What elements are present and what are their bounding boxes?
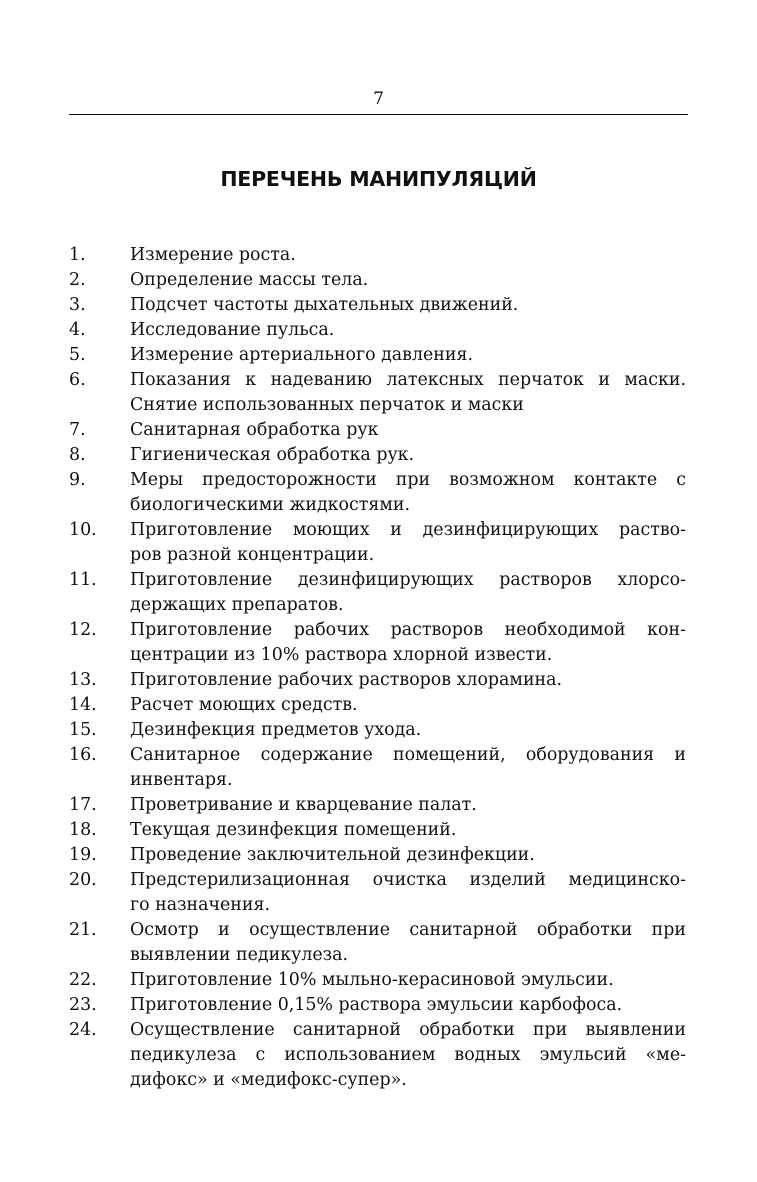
header-rule [69,114,688,115]
list-item [69,418,686,443]
item-number: 23. [69,995,97,1015]
item-text [130,793,686,818]
item-number: 5. [69,345,86,365]
item-text [130,343,686,368]
item-number: 11. [69,570,97,590]
item-text-line: Меры предосторожности при возможном контакте с [130,470,686,490]
page-title: ПЕРЕЧЕНЬ МАНИПУЛЯЦИЙ [220,167,537,191]
page-number: 7 [373,89,384,109]
item-text-line: Приготовление рабочих растворов необходимой кон- [130,620,686,640]
item-text-line: центрации из 10% раствора хлорной извести. [130,645,553,665]
item-text-line: Измерение роста. [130,245,296,265]
list-item [69,468,686,518]
item-text-line: Исследование пульса. [130,320,335,340]
item-number: 12. [69,620,97,640]
item-text-line: инвентаря. [130,770,233,790]
item-text-line: Показания к надеванию латексных перчаток и маски. [130,370,686,390]
item-text-line: Санитарное содержание помещений, оборудования и [130,745,686,765]
list-item [69,668,686,693]
item-number: 19. [69,845,97,865]
item-text [130,468,686,518]
item-text-line: Приготовление 0,15% раствора эмульсии карбофоса. [130,995,623,1015]
item-text [130,568,686,618]
item-text-line: педикулеза с использованием водных эмульсий «ме- [130,1045,686,1065]
item-text-line: Текущая дезинфекция помещений. [130,820,457,840]
item-text-line: выявлении педикулеза. [130,945,349,965]
item-text [130,618,686,668]
list-item [69,918,686,968]
item-text [130,418,686,443]
item-text [130,918,686,968]
item-number: 18. [69,820,97,840]
item-text [130,818,686,843]
item-text [130,293,686,318]
item-text-line: Санитарная обработка рук [130,420,379,440]
item-number: 14. [69,695,97,715]
list-item [69,968,686,993]
item-text [130,518,686,568]
item-text-line: Приготовление рабочих растворов хлорамина. [130,670,563,690]
item-number: 22. [69,970,97,990]
list-item [69,568,686,618]
list-item [69,343,686,368]
item-text [130,243,686,268]
item-text-line: ров разной концентрации. [130,545,375,565]
item-text-line: Снятие использованных перчаток и маски [130,395,524,415]
item-text [130,693,686,718]
item-number: 13. [69,670,97,690]
item-text [130,268,686,293]
item-number: 16. [69,745,97,765]
item-text-line: биологическими жидкостями. [130,495,410,515]
list-item [69,693,686,718]
item-text [130,968,686,993]
item-text [130,1018,686,1093]
list-item [69,518,686,568]
item-text-line: го назначения. [130,895,270,915]
item-text-line: Подсчет частоты дыхательных движений. [130,295,519,315]
item-number: 17. [69,795,97,815]
list-item [69,793,686,818]
list-item [69,243,686,268]
item-text-line: Проведение заключительной дезинфекции. [130,845,535,865]
item-number: 24. [69,1020,97,1040]
item-text [130,743,686,793]
item-text-line: держащих препаратов. [130,595,344,615]
item-number: 2. [69,270,86,290]
list-item [69,318,686,343]
list-item [69,818,686,843]
item-text [130,443,686,468]
item-number: 20. [69,870,97,890]
list-item [69,1018,686,1093]
item-text-line: Приготовление моющих и дезинфицирующих раство- [130,520,686,540]
list-item [69,718,686,743]
item-text-line: Расчет моющих средств. [130,695,358,715]
item-number: 9. [69,470,86,490]
list-item [69,843,686,868]
item-number: 15. [69,720,97,740]
list-item [69,443,686,468]
item-number: 1. [69,245,86,265]
item-text [130,868,686,918]
item-text-line: Приготовление дезинфицирующих растворов хлорсо- [130,570,686,590]
item-text-line: Осуществление санитарной обработки при выявлении [130,1020,686,1040]
item-text-line: дифокс» и «медифокс-супер». [130,1070,407,1090]
item-text-line: Осмотр и осуществление санитарной обработки при [130,920,686,940]
item-text [130,718,686,743]
item-number: 10. [69,520,97,540]
item-text [130,843,686,868]
item-text-line: Измерение артериального давления. [130,345,473,365]
item-text-line: Проветривание и кварцевание палат. [130,795,477,815]
list-item [69,368,686,418]
item-number: 21. [69,920,97,940]
item-text-line: Определение массы тела. [130,270,369,290]
item-number: 4. [69,320,86,340]
list-item [69,293,686,318]
item-text [130,368,686,418]
item-text-line: Приготовление 10% мыльно-керасиновой эмульсии. [130,970,614,990]
item-number: 3. [69,295,86,315]
list-item [69,618,686,668]
item-text [130,318,686,343]
item-text-line: Гигиеническая обработка рук. [130,445,415,465]
item-text [130,993,686,1018]
list-item [69,268,686,293]
list-item [69,743,686,793]
list-item [69,868,686,918]
item-text [130,668,686,693]
item-number: 8. [69,445,86,465]
item-text-line: Дезинфекция предметов ухода. [130,720,422,740]
item-number: 7. [69,420,86,440]
list-item [69,993,686,1018]
item-number: 6. [69,370,86,390]
item-text-line: Предстерилизационная очистка изделий медицинско- [130,870,686,890]
manipulations-list [69,243,686,1093]
